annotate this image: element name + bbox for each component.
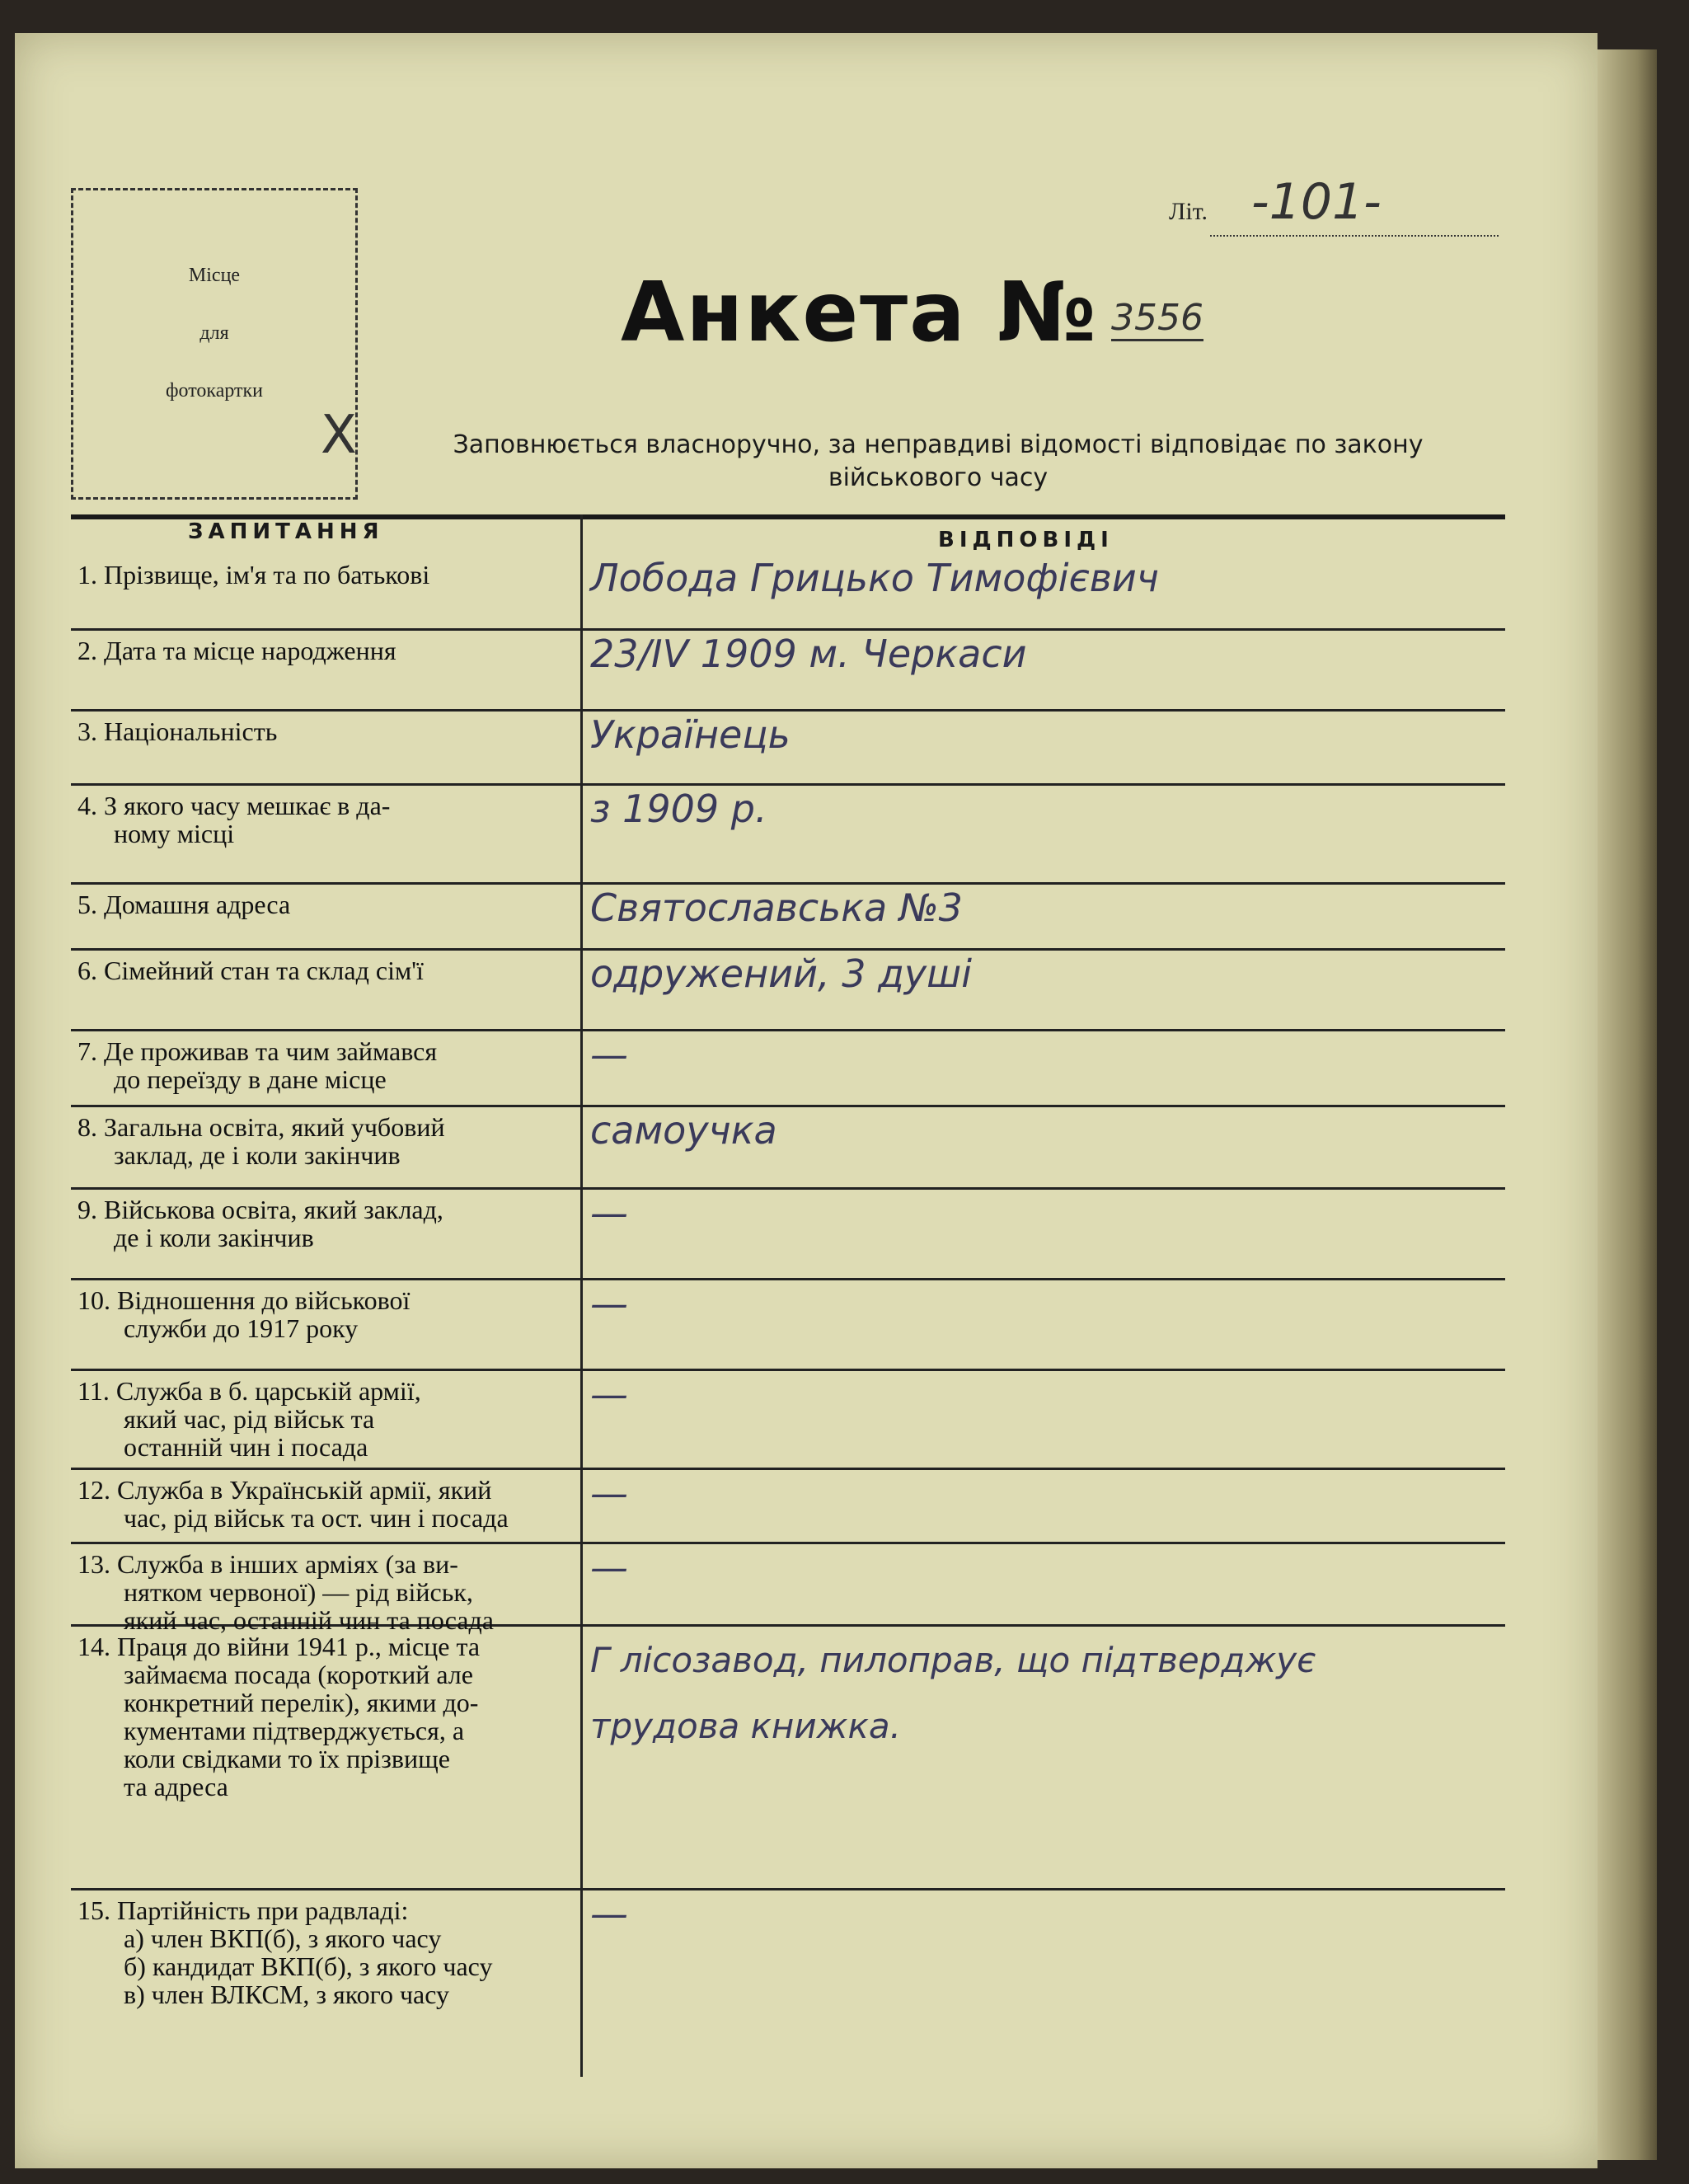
photo-placeholder: [71, 188, 358, 500]
question-line: 2. Дата та місце народження: [77, 636, 396, 665]
answer-text: з 1909 р.: [590, 787, 767, 831]
question-text: [77, 717, 572, 745]
question-line: 9. Військова освіта, який заклад,: [77, 1195, 443, 1224]
form-row: [71, 882, 1505, 951]
question-line: 13. Служба в інших арміях (за ви-: [77, 1549, 458, 1579]
question-line: займаєма посада (короткий але: [124, 1660, 473, 1689]
answer-text: —: [590, 1032, 628, 1077]
form-row: [71, 1187, 1505, 1280]
question-line: 7. Де проживав та чим займався: [77, 1036, 438, 1066]
answer-text: 23/IV 1909 м. Черкаси: [590, 632, 1027, 676]
question-line: служби до 1917 року: [124, 1313, 359, 1343]
column-header-questions: ЗАПИТАННЯ: [188, 519, 384, 544]
question-text: [77, 636, 572, 665]
question-text: [77, 1286, 572, 1342]
question-line: 10. Відношення до військової: [77, 1285, 411, 1315]
question-line: б) кандидат ВКП(б), з якого часу: [124, 1952, 493, 1981]
question-line: а) член ВКП(б), з якого часу: [124, 1923, 442, 1953]
question-line: 6. Сімейний стан та склад сім'ї: [77, 956, 424, 985]
answer-text: Святославська №3: [590, 885, 963, 930]
photo-label-line-1: Місце: [188, 265, 241, 286]
answer-text: —: [590, 1891, 628, 1936]
answer-text: —: [590, 1545, 628, 1590]
question-line: 1. Прізвище, ім'я та по батькові: [77, 560, 430, 589]
form-title: Анкета №: [621, 264, 1098, 360]
form-row: [71, 1542, 1505, 1635]
question-line: 14. Праця до війни 1941 р., місце та: [77, 1632, 481, 1661]
question-text: [77, 561, 572, 589]
form-row: [71, 709, 1505, 786]
document-page: [15, 33, 1598, 2168]
lit-underline: [1210, 235, 1499, 237]
question-line: де і коли закінчив: [114, 1223, 314, 1252]
form-row: [71, 1624, 1505, 1890]
page-stack-edge: [1591, 49, 1657, 2160]
question-text: [77, 1550, 572, 1634]
answer-text: —: [590, 1372, 628, 1416]
answer-text: Українець: [590, 712, 791, 757]
form-row: [71, 948, 1505, 1031]
answer-line: Г лісозавод, пилоправ, що підтверджує: [590, 1640, 1316, 1680]
question-line: останній чин і посада: [124, 1432, 368, 1462]
question-line: який час, рід військ та: [124, 1404, 375, 1434]
question-text: [77, 1632, 572, 1801]
question-text: [77, 1377, 572, 1461]
question-line: який час, останній чин та посада: [124, 1605, 494, 1635]
form-row: [71, 628, 1505, 712]
question-text: [77, 1113, 572, 1169]
question-line: в) член ВЛКСМ, з якого часу: [124, 1980, 450, 2009]
form-row: [71, 552, 1505, 631]
answer-text: —: [590, 1471, 628, 1515]
form-number: 3556: [1111, 297, 1203, 341]
answer-text: —: [590, 1281, 628, 1326]
question-line: конкретний перелік), якими до-: [124, 1688, 479, 1717]
question-text: [77, 1896, 572, 2008]
answer-line: трудова книжка.: [590, 1706, 901, 1746]
question-text: [77, 1037, 572, 1093]
question-text: [77, 1195, 572, 1252]
question-text: [77, 956, 572, 984]
lit-value: -101-: [1251, 173, 1382, 231]
question-line: кументами підтверджується, а: [124, 1716, 465, 1745]
question-line: коли свідками то їх прізвище: [124, 1744, 450, 1773]
question-line: ному місці: [114, 819, 235, 848]
question-line: 4. З якого часу мешкає в да-: [77, 791, 391, 820]
question-line: 5. Домашня адреса: [77, 890, 291, 919]
form-row: [71, 1278, 1505, 1371]
question-line: до переїзду в дане місце: [114, 1064, 387, 1094]
answer-text: [590, 1627, 1316, 1759]
question-line: та адреса: [124, 1772, 228, 1801]
form-row: [71, 1369, 1505, 1470]
form-row: [71, 1029, 1505, 1107]
form-row: [71, 1105, 1505, 1190]
question-line: 8. Загальна освіта, який учбовий: [77, 1112, 445, 1142]
form-row: [71, 1468, 1505, 1544]
question-line: заклад, де і коли закінчив: [114, 1140, 401, 1170]
question-line: час, рід військ та ост. чин і посада: [124, 1503, 509, 1533]
form-row: [71, 783, 1505, 885]
question-line: 3. Національність: [77, 716, 278, 746]
question-line: 15. Партійність при радвладі:: [77, 1895, 409, 1925]
form-row: [71, 1888, 1505, 2036]
photo-mark: X: [321, 405, 357, 466]
question-text: [77, 890, 572, 918]
lit-label: Літ.: [1169, 198, 1208, 225]
photo-label-line-3: фотокартки: [165, 380, 264, 402]
question-line: 11. Служба в б. царській армії,: [77, 1376, 421, 1406]
answer-text: —: [590, 1191, 628, 1235]
question-text: [77, 791, 572, 848]
answer-text: Лобода Грицько Тимофієвич: [590, 556, 1159, 600]
question-line: 12. Служба в Українській армії, який: [77, 1475, 492, 1505]
form-subtitle: Заповнюється власноручно, за неправдиві відомості відповідає по закону військового часу: [453, 430, 1424, 492]
answer-text: одружений, 3 душі: [590, 951, 973, 996]
question-text: [77, 1476, 572, 1532]
question-line: нятком червоної) — рід військ,: [124, 1577, 473, 1607]
column-header-answers: ВІДПОВІДІ: [938, 528, 1114, 552]
photo-label-line-2: для: [199, 322, 229, 344]
answer-text: самоучка: [590, 1108, 777, 1153]
